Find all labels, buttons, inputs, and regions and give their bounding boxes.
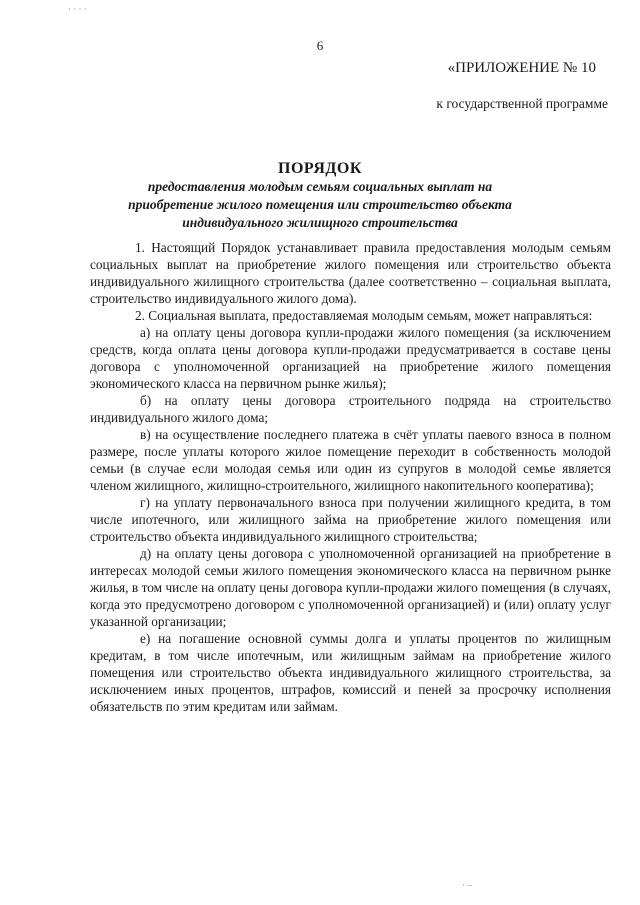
subparagraph-e: е) на погашение основной суммы долга и уплаты процентов по жилищным кредитам, в том числе ипотечным, или жилищным займам на приобретение жилого помещения или строительство объекта индивидуального жилищного строительства, за исключением иных процентов, штрафов, комиссий и пеней за просрочку исполнения обязательств по этим кредитам или займам. xyxy=(90,631,611,714)
appendix-subtitle: к государственной программе xyxy=(436,96,608,111)
subparagraph-g: г) на уплату первоначального взноса при получении жилищного кредита, в том числе ипотечного, или жилищного займа на приобретение жилого помещения или строительство объекта индивидуального жилищного строительства; xyxy=(90,495,611,544)
subparagraph-d: д) на оплату цены договора с уполномоченной организацией на приобретение в интересах молодой семьи жилого помещения экономического класса на первичном рынке жилья, в том числе на оплату цены договора купли-продажи жилого помещения (в случаях, когда это предусмотрено договором с уполномоченной организацией) и (или) оплату услуг указанной организации; xyxy=(90,546,611,629)
subparagraph-a: а) на оплату цены договора купли-продажи жилого помещения (за исключением средств, когда оплата цены договора купли-продажи предусматривается в составе цены договора с уполномоченной организацией на приобретение жилого помещения экономического класса на первичном рынке жилья); xyxy=(90,325,611,391)
paragraph-1: 1. Настоящий Порядок устанавливает правила предоставления молодым семьям социальных выплат на приобретение жилого помещения или строительство объекта индивидуального жилищного строительства (далее соответственно – социальная выплата, строительство индивидуального жилого дома). xyxy=(90,240,611,306)
subparagraph-v: в) на осуществление последнего платежа в счёт уплаты паевого взноса в полном размере, после уплаты которого жилое помещение переходит в собственность молодой семьи (в случае если молодая семья или один из супругов в молодой семье является членом жилищного, жилищно-строительного, жилищного накопительного кооператива); xyxy=(90,427,611,493)
document-title: ПОРЯДОК xyxy=(278,160,362,177)
paragraph-2: 2. Социальная выплата, предоставляемая молодым семьям, может направляться: xyxy=(135,308,593,323)
document-body xyxy=(90,239,611,715)
scan-artifact-top-left: · · · · xyxy=(68,4,87,14)
appendix-title: «ПРИЛОЖЕНИЕ № 10 xyxy=(447,60,596,76)
subparagraph-b: б) на оплату цены договора строительного подряда на строительство индивидуального жилого дома; xyxy=(90,393,611,425)
scan-artifact-bottom: · ‒ xyxy=(462,880,472,890)
document-subtitle: предоставления молодым семьям социальных выплат на приобретение жилого помещения или строительство объекта индивидуального жилищного строительства xyxy=(128,179,512,230)
page-number: 6 xyxy=(316,38,324,53)
